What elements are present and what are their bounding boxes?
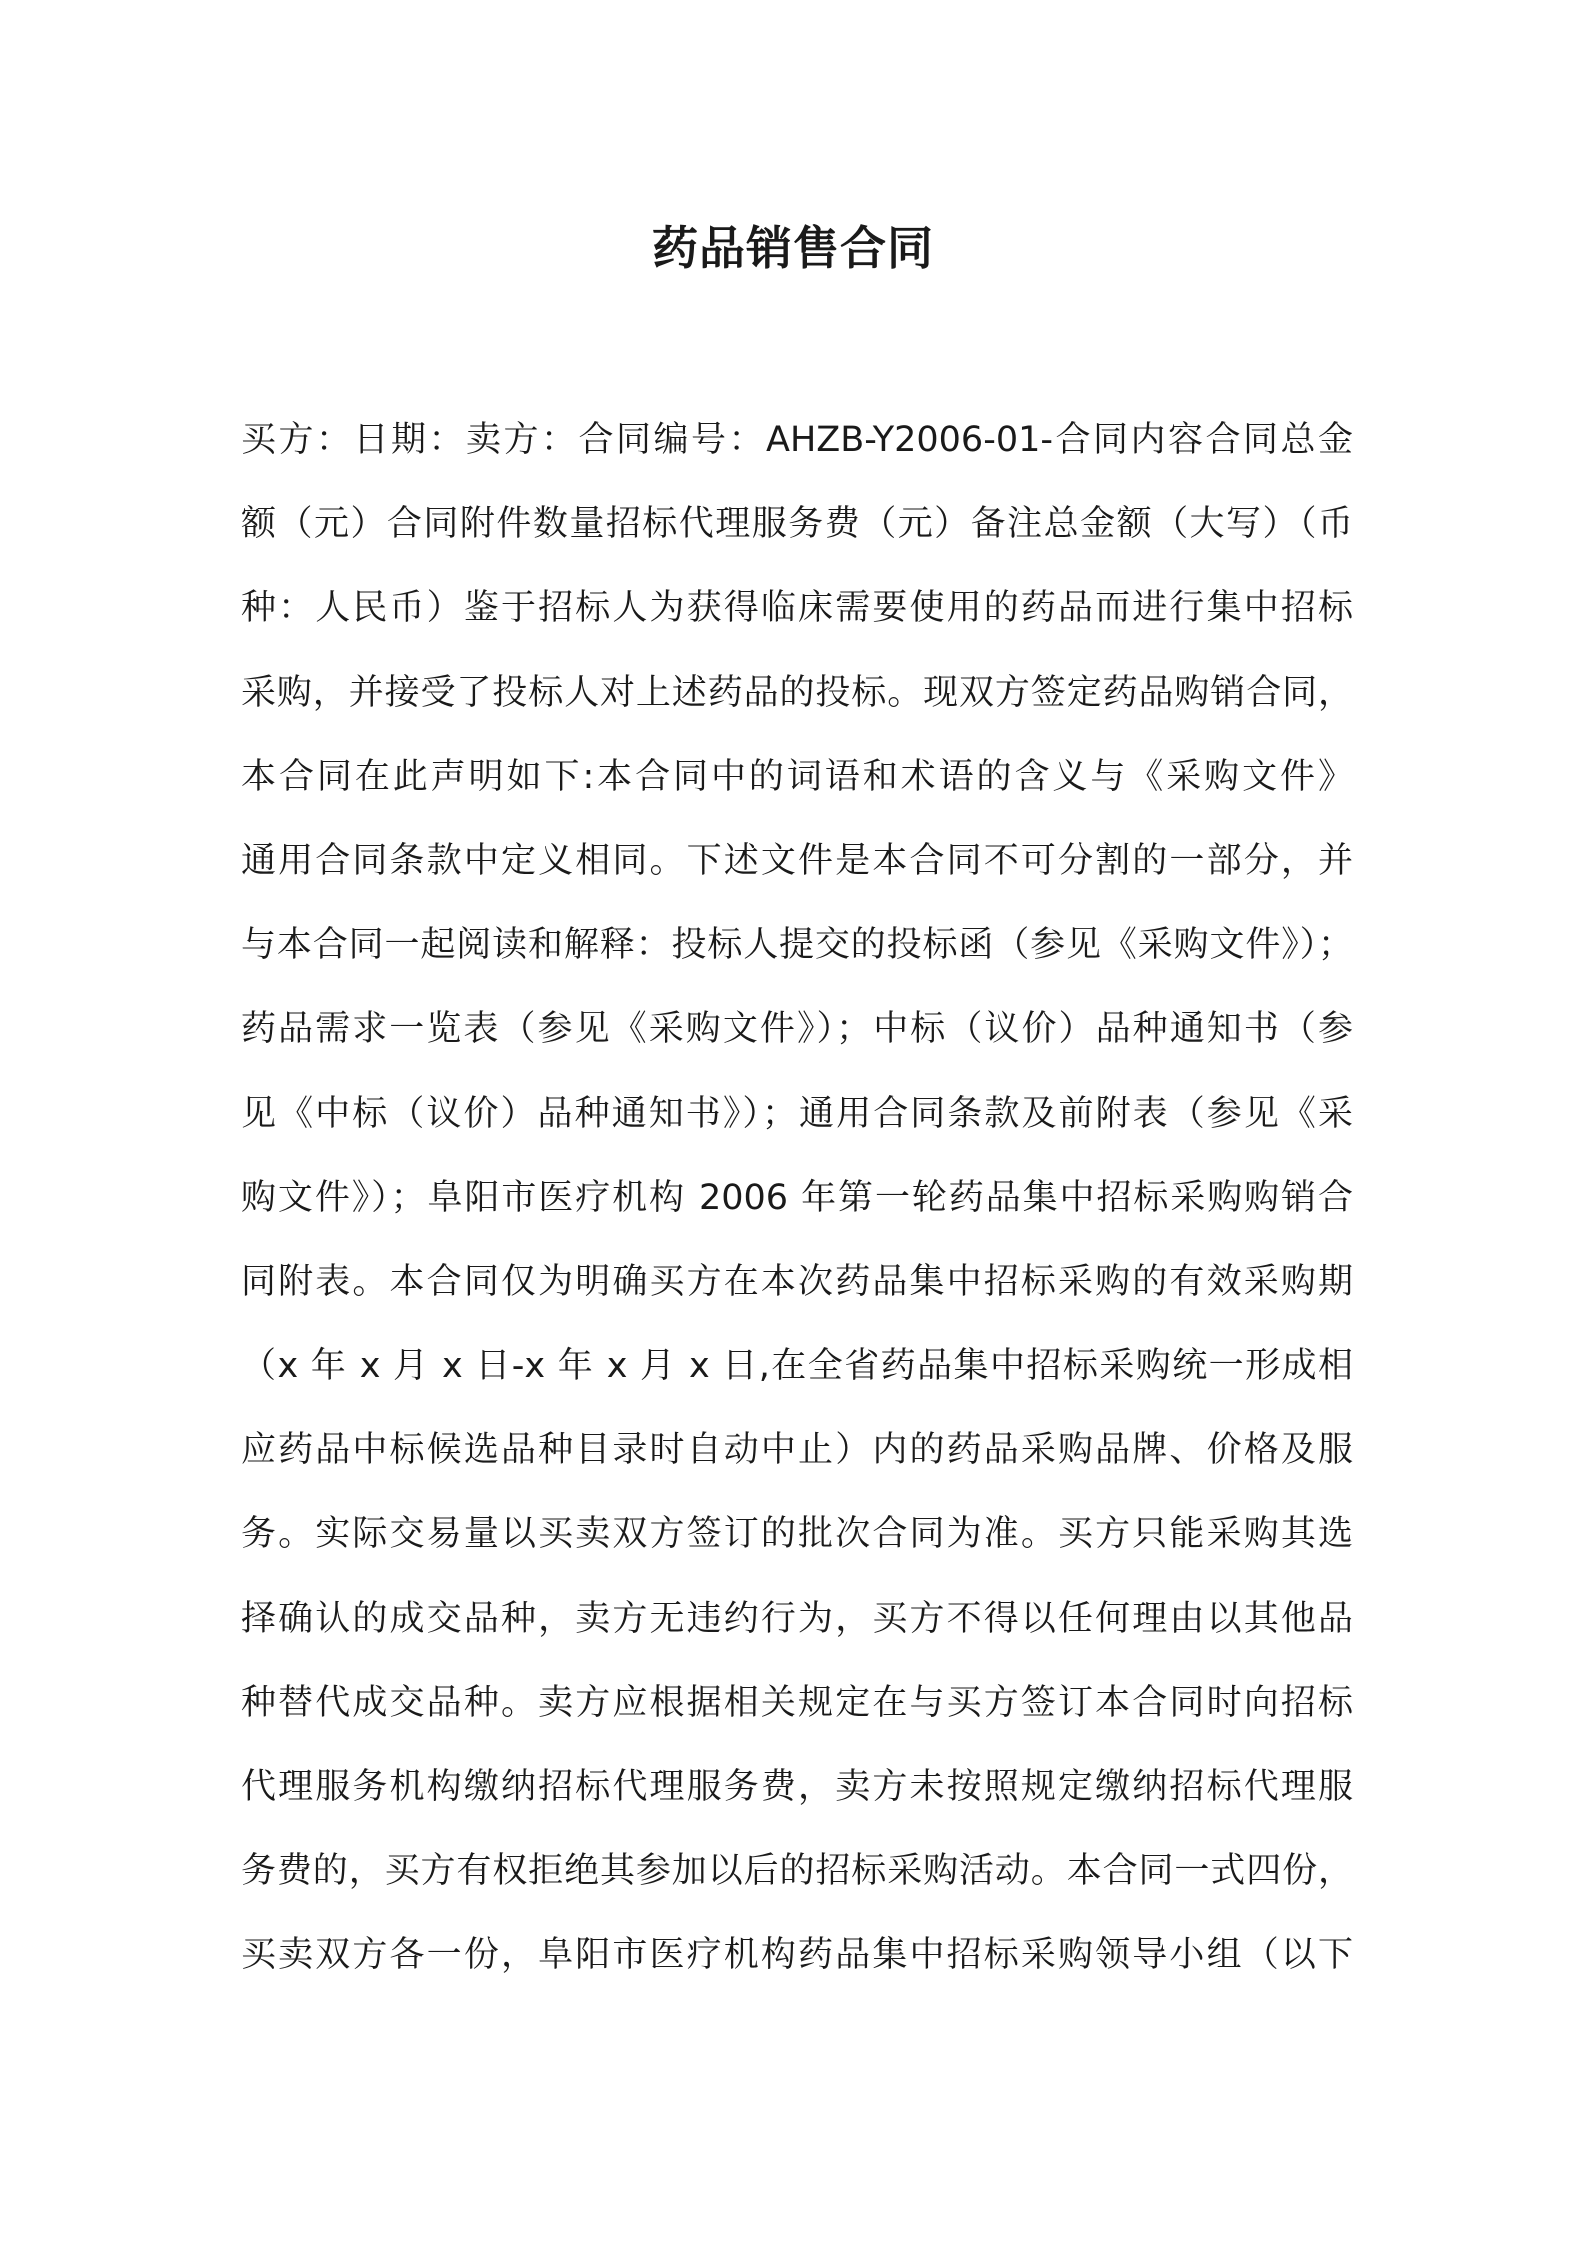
body-line: 见《中标（议价）品种通知书》）；通用合同条款及前附表（参见《采 [241,1093,1353,1134]
body-line: 代理服务机构缴纳招标代理服务费，卖方未按照规定缴纳招标代理服 [241,1767,1353,1807]
body-line: 种替代成交品种。卖方应根据相关规定在与买方签订本合同时向招标 [241,1682,1353,1723]
body-line: 应药品中标候选品种目录时自动中止）内的药品采购品牌、价格及服 [241,1430,1353,1471]
document-body [241,398,1353,1998]
body-line: 买卖双方各一份，阜阳市医疗机构药品集中招标采购领导小组（以下 [241,1935,1353,1976]
body-line: 务。实际交易量以买卖双方签订的批次合同为准。买方只能采购其选 [241,1514,1353,1555]
body-line: 务费的，买方有权拒绝其参加以后的招标采购活动。本合同一式四份， [241,1851,1353,1892]
body-line: 采购，并接受了投标人对上述药品的投标。现双方签定药品购销合同， [241,672,1353,713]
body-line: 买方：日期：卖方：合同编号：AHZB-Y2006-01-合同内容合同总金 [241,420,1353,460]
body-line: 通用合同条款中定义相同。下述文件是本合同不可分割的一部分，并 [241,840,1353,881]
body-line: 药品需求一览表（参见《采购文件》）；中标（议价）品种通知书（参 [241,1009,1353,1050]
body-line: 与本合同一起阅读和解释：投标人提交的投标函（参见《采购文件》）； [241,925,1353,966]
body-line: 种：人民币）鉴于招标人为获得临床需要使用的药品而进行集中招标 [241,588,1353,629]
document-title: 药品销售合同 [652,221,934,275]
body-line: 择确认的成交品种，卖方无违约行为，买方不得以任何理由以其他品 [241,1598,1353,1639]
body-line: 额（元）合同附件数量招标代理服务费（元）备注总金额（大写）（币 [241,504,1353,545]
body-line: 购文件》）；阜阳市医疗机构 2006 年第一轮药品集中招标采购购销合 [241,1177,1353,1218]
body-line: 本合同在此声明如下:本合同中的词语和术语的含义与《采购文件》 [241,756,1353,797]
body-line: 同附表。本合同仅为明确买方在本次药品集中招标采购的有效采购期 [241,1261,1353,1302]
body-line: （x 年 x 月 x 日-x 年 x 月 x 日,在全省药品集中招标采购统一形成相 [241,1346,1353,1387]
